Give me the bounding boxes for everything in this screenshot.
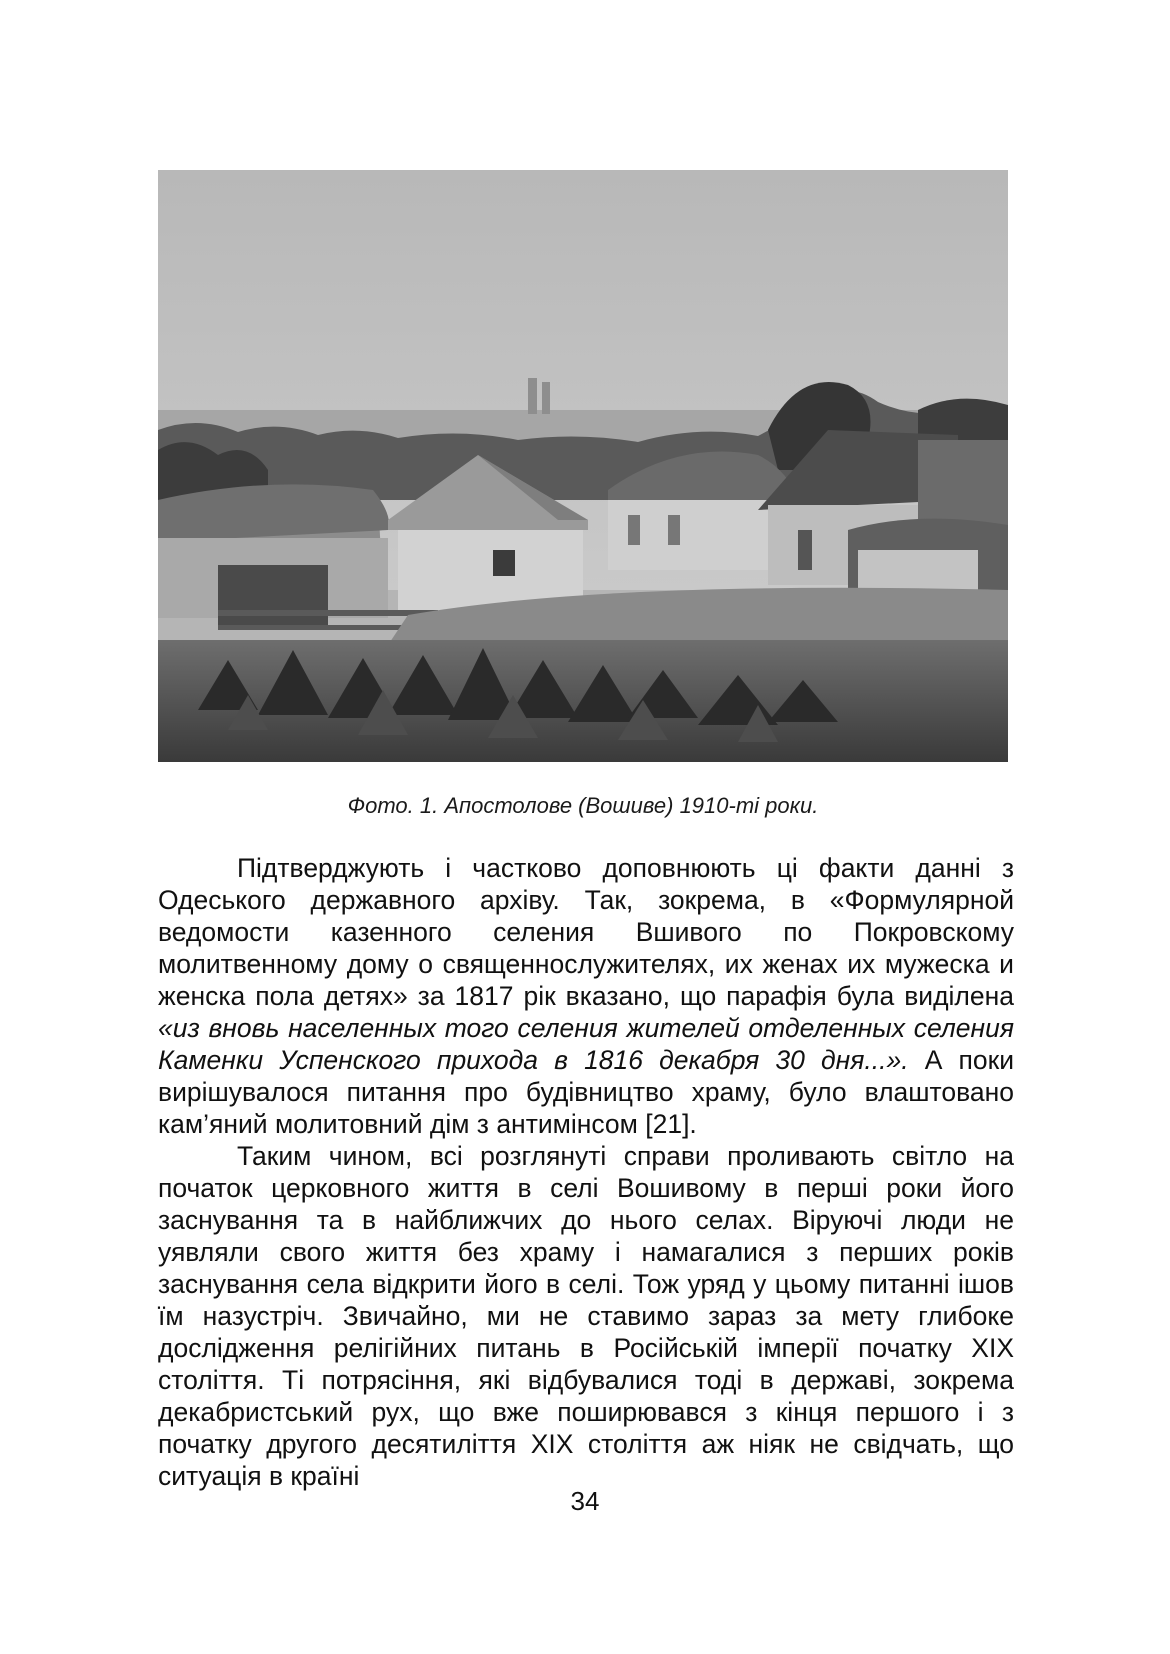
body-text: [158, 852, 1014, 1492]
paragraph-text: А поки вирішувалося питання про будівництво храму, було влаштовано кам’яний молитовний дім з антимінсом [21].: [158, 1045, 1014, 1139]
archive-quote: «из вновь населенных того селения жителей отделенных селения Каменки Успенского прихода в 1816 декабря 30 дня...».: [158, 1013, 1014, 1075]
figure-caption: Фото. 1. Апостолове (Вошиве) 1910-ті роки.: [347, 793, 819, 818]
village-photo: [158, 170, 1008, 762]
paragraph-text: Підтверджують і частково доповнюють ці факти данні з Одеського державного архіву. Так, зокрема, в «Формулярной ведомости казенного селения Вшивого по Покровскому молитвенному дому о священнослужителях, их женах их мужеска и женска пола детях» за 1817 рік вказано, що парафія була виділена: [158, 853, 1014, 1011]
page-number: 34: [570, 1486, 600, 1516]
paragraph: [158, 852, 1014, 1140]
paragraph: Таким чином, всі розглянуті справи проливають світло на початок церковного життя в селі Вошивому в перші роки його заснування та в найближчих до нього селах. Віруючі люди не уявляли свого життя без храму і намагалися з перших років заснування села відкрити його в селі. Тож уряд у цьому питанні ішов їм назустріч. Звичайно, ми не ставимо зараз за мету глибоке дослідження релігійних питань в Російській імперії початку ХІХ століття. Ті потрясіння, які відбувалися тоді в державі, зокрема декабристський рух, що вже поширювався з кінця першого і з початку другого десятиліття ХІХ століття аж ніяк не свідчать, що ситуація в країні: [158, 1141, 1014, 1491]
